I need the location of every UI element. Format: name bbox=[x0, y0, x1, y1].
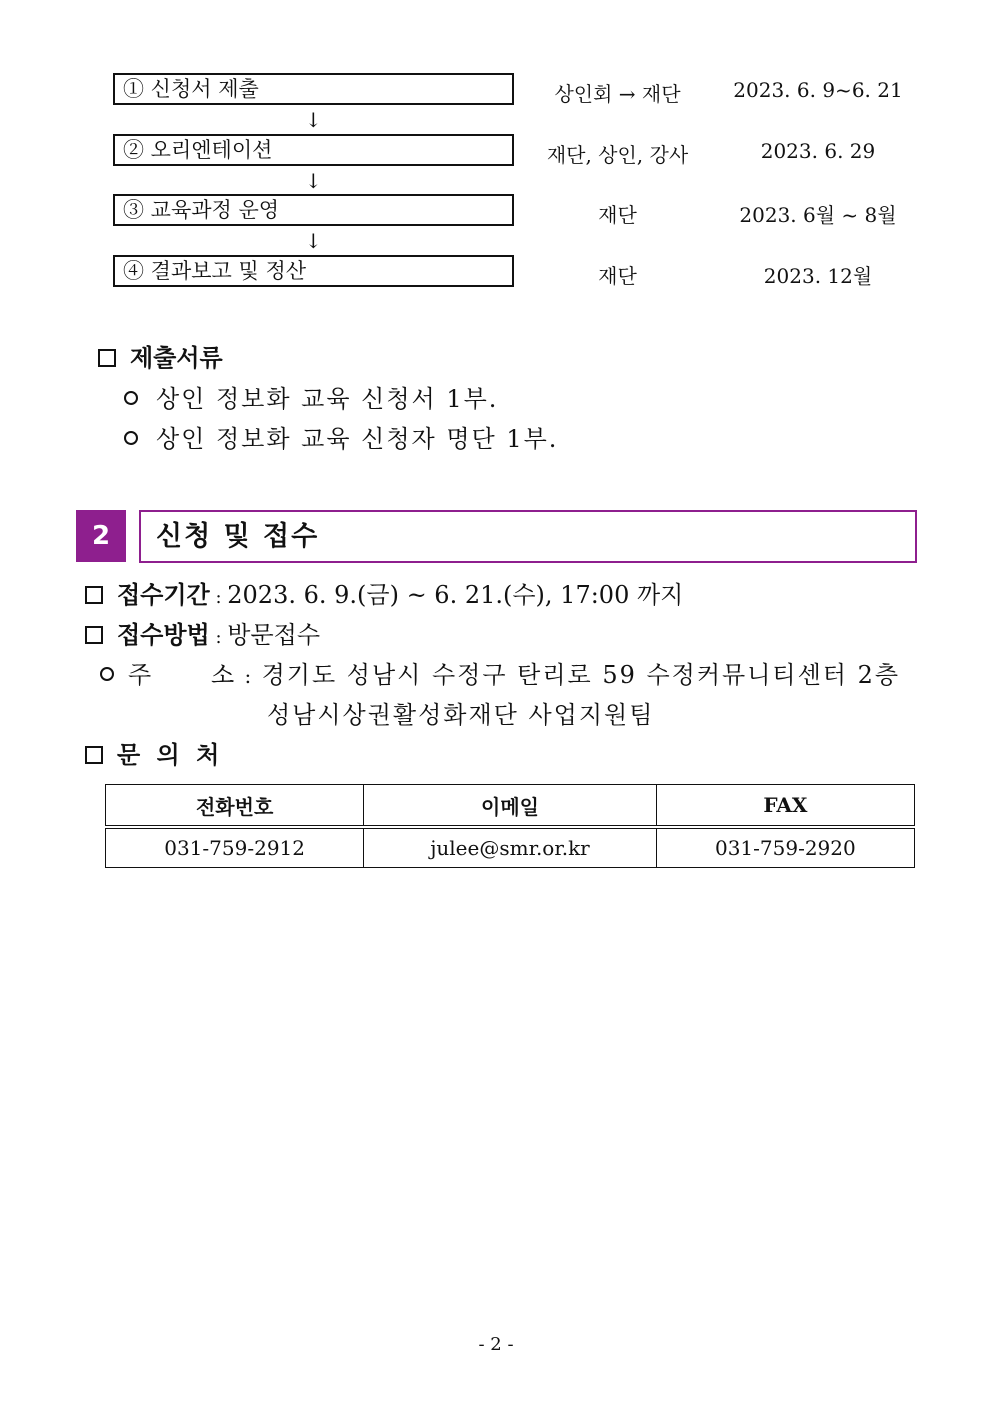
email-cell: julee@smr.or.kr bbox=[364, 827, 656, 868]
header-email: 이메일 bbox=[364, 785, 656, 828]
flow-arrow-icon: ↓ bbox=[305, 229, 322, 253]
header-phone: 전화번호 bbox=[106, 785, 364, 828]
fax-cell: 031-759-2920 bbox=[656, 827, 914, 868]
address-row: 주 소 : 경기도 성남시 수정구 탄리로 59 수정커뮤니티센터 2층 bbox=[100, 660, 900, 691]
address-line-1: 경기도 성남시 수정구 탄리로 59 수정커뮤니티센터 2층 bbox=[261, 661, 901, 689]
method-row: 접수방법 : 방문접수 bbox=[85, 620, 320, 653]
contact-table bbox=[105, 784, 915, 868]
flow-arrow-icon: ↓ bbox=[305, 108, 322, 132]
checkbox-square-icon bbox=[85, 586, 103, 604]
flow-arrow-icon: ↓ bbox=[305, 169, 322, 193]
table-header-row bbox=[106, 785, 915, 828]
documents-heading: 제출서류 bbox=[98, 343, 223, 373]
contact-heading: 문 의 처 bbox=[85, 740, 223, 770]
step-2-box: ② 오리엔테이션 bbox=[113, 134, 514, 166]
step-3-date: 2023. 6월 ~ 8월 bbox=[739, 203, 897, 227]
checkbox-square-icon bbox=[85, 626, 103, 644]
header-fax: FAX bbox=[656, 785, 914, 828]
step-4-date: 2023. 12월 bbox=[763, 264, 873, 288]
checkbox-square-icon bbox=[98, 349, 116, 367]
step-2-actor: 재단, 상인, 강사 bbox=[546, 143, 689, 167]
page-number: - 2 - bbox=[478, 1334, 514, 1355]
step-1-box: ① 신청서 제출 bbox=[113, 73, 514, 105]
period-row: 접수기간 : 2023. 6. 9.(금) ~ 6. 21.(수), 17:00 까지 bbox=[85, 580, 683, 613]
document-item: 상인 정보화 교육 신청서 1부. bbox=[124, 384, 498, 414]
step-4-box: ④ 결과보고 및 정산 bbox=[113, 255, 514, 287]
step-4-actor: 재단 bbox=[598, 264, 637, 288]
step-1-date: 2023. 6. 9~6. 21 bbox=[733, 78, 903, 102]
section-number: 2 bbox=[76, 510, 126, 562]
address-label: 주 소 bbox=[128, 661, 237, 689]
table-row bbox=[106, 827, 915, 868]
circle-bullet-icon bbox=[124, 391, 138, 405]
step-3-box: ③ 교육과정 운영 bbox=[113, 194, 514, 226]
circle-bullet-icon bbox=[124, 431, 138, 445]
document-item: 상인 정보화 교육 신청자 명단 1부. bbox=[124, 424, 558, 454]
step-2-date: 2023. 6. 29 bbox=[760, 139, 876, 163]
step-1-actor: 상인회 → 재단 bbox=[554, 82, 681, 106]
checkbox-square-icon bbox=[85, 746, 103, 764]
section-title: 신청 및 접수 bbox=[139, 510, 917, 563]
step-3-actor: 재단 bbox=[598, 203, 637, 227]
circle-bullet-icon bbox=[100, 667, 114, 681]
period-value: 2023. 6. 9.(금) ~ 6. 21.(수), 17:00 까지 bbox=[227, 581, 684, 609]
period-label: 접수기간 bbox=[117, 580, 210, 609]
method-value: 방문접수 bbox=[227, 621, 321, 649]
phone-cell: 031-759-2912 bbox=[106, 827, 364, 868]
address-line-2: 성남시상권활성화재단 사업지원팀 bbox=[267, 701, 655, 729]
method-label: 접수방법 bbox=[117, 620, 210, 649]
